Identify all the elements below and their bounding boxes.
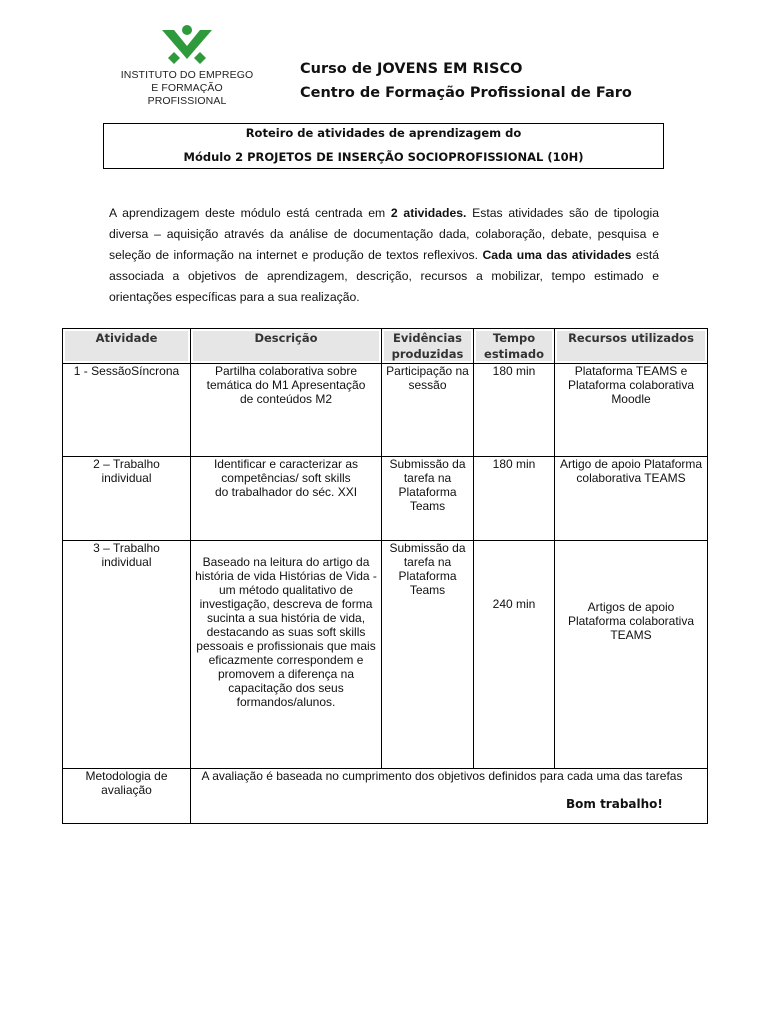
center-title: Centro de Formação Profissional de Faro <box>300 85 632 101</box>
intro-bold-2: Cada uma das atividades <box>482 248 632 262</box>
cell-tempo: 240 min <box>474 541 555 769</box>
intro-text-2: Estas atividades são de tipologia diversa – aquisição através da análise de documentação dada, colaboração, debate, pesquisa e seleção de informação na internet e produção de textos reflexivos. <box>109 206 659 262</box>
metodologia-label: Metodologia de avaliação <box>63 769 191 824</box>
cell-descricao: Identificar e caracterizar as competências/ soft skills do trabalhador do séc. XXI <box>191 457 382 541</box>
cell-atividade: 3 – Trabalho individual <box>63 541 191 769</box>
logo-line-1: INSTITUTO DO EMPREGO <box>120 69 254 81</box>
cell-descricao: Partilha colaborativa sobre temática do M1 Apresentação de conteúdos M2 <box>191 364 382 457</box>
iefp-logo <box>112 24 262 107</box>
table-row <box>63 541 708 769</box>
metodologia-text: A avaliação é baseada no cumprimento dos objetivos definidos para cada uma das tarefas <box>191 769 708 824</box>
module-title-line-2: Módulo 2 PROJETOS DE INSERÇÃO SOCIOPROFISSIONAL (10H) <box>183 150 584 164</box>
cell-atividade: 1 - SessãoSíncrona <box>63 364 191 457</box>
header-descricao: Descrição <box>191 329 382 364</box>
table-row <box>63 457 708 541</box>
cell-recursos: Artigo de apoio Plataforma colaborativa TEAMS <box>555 457 708 541</box>
cell-atividade: 2 – Trabalho individual <box>63 457 191 541</box>
intro-text-3: está associada a objetivos de aprendizagem, descrição, recursos a mobilizar, tempo estimado e orientações específicas para a sua realização. <box>109 248 659 304</box>
module-title-line-1: Roteiro de atividades de aprendizagem do <box>245 126 522 140</box>
header-tempo: Tempo estimado <box>474 329 555 364</box>
cell-evidencias: Submissão da tarefa na Plataforma Teams <box>382 457 474 541</box>
header-atividade: Atividade <box>63 329 191 364</box>
cell-recursos: Plataforma TEAMS e Plataforma colaborativa Moodle <box>555 364 708 457</box>
intro-bold-1: 2 atividades. <box>390 206 467 220</box>
iefp-logo-mark-icon <box>112 24 262 68</box>
activities-table <box>62 328 708 824</box>
course-title: Curso de JOVENS EM RISCO <box>300 61 523 77</box>
cell-evidencias: Submissão da tarefa na Plataforma Teams <box>382 541 474 769</box>
iefp-logo-text <box>112 69 262 108</box>
logo-line-2: E FORMAÇÃO PROFISSIONAL <box>147 82 227 107</box>
cell-descricao: Baseado na leitura do artigo da história de vida Histórias de Vida - um método qualitativo de investigação, descreva de forma sucinta a sua história de vida, destacando as suas soft skills pessoais e profissionais que mais eficazmente correspondem e promovem a diferença na capacitação dos seus formandos/alunos. <box>191 541 382 769</box>
table-row-metodologia <box>63 769 708 824</box>
header-evidencias: Evidências produzidas <box>382 329 474 364</box>
header-recursos: Recursos utilizados <box>555 329 708 364</box>
course-header <box>300 57 632 105</box>
module-title-box <box>103 123 664 169</box>
table-header-row <box>63 329 708 364</box>
cell-tempo: 180 min <box>474 364 555 457</box>
intro-paragraph <box>109 203 659 308</box>
intro-text-1: A aprendizagem deste módulo está centrada em <box>109 206 391 220</box>
closing-text: Bom trabalho! <box>566 797 663 811</box>
cell-tempo: 180 min <box>474 457 555 541</box>
cell-recursos: Artigos de apoio Plataforma colaborativa TEAMS <box>555 541 708 769</box>
cell-evidencias: Participação na sessão <box>382 364 474 457</box>
table-row <box>63 364 708 457</box>
